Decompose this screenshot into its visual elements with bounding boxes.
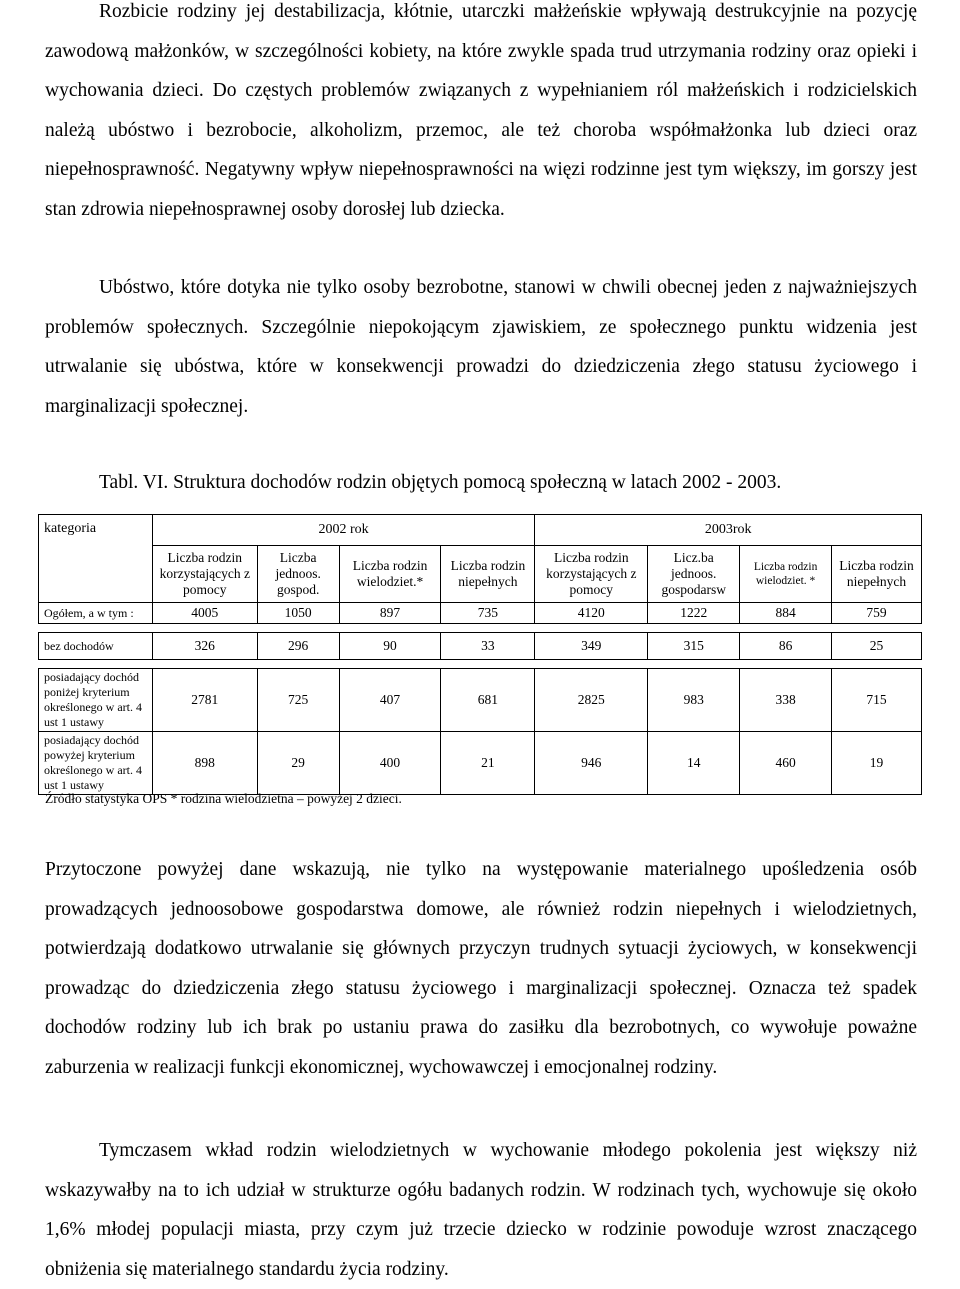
- table-cell: 296: [257, 633, 339, 660]
- col-header: Liczba rodzin wielodziet. *: [740, 546, 832, 603]
- paragraph-poverty: Ubóstwo, które dotyka nie tylko osoby bezrobotne, stanowi w chwili obecnej jeden z najważniejszych problemów społecznych. Szczególnie niepokojącym zjawiskiem, ze społecznego punktu widzenia jest utrwalanie się ubóstwa, które w konsekwencji prowadzi do dziedziczenia złego statusu życiowego i marginalizacji społecznej.: [45, 277, 917, 417]
- table-cell: 759: [832, 603, 922, 624]
- table-cell: 315: [648, 633, 740, 660]
- income-structure-table: [38, 514, 922, 795]
- table-cell: 897: [339, 603, 441, 624]
- row-label: bez dochodów: [39, 633, 153, 660]
- table-cell: 898: [152, 732, 257, 795]
- table-cell: 715: [832, 669, 922, 732]
- table-source-note: Źródło statystyka OPS * rodzina wielodzietna – powyżej 2 dzieci.: [45, 791, 402, 806]
- col-header: Liczba rodzin niepełnych: [832, 546, 922, 603]
- table-cell: 407: [339, 669, 441, 732]
- paragraph-family-breakdown: Rozbicie rodziny jej destabilizacja, kłótnie, utarczki małżeńskie wpływają destrukcyjnie na pozycję zawodową małżonków, w szczególności kobiety, na które zwykle spada trud utrzymania rodziny oraz opieki i wychowania dzieci. Do częstych problemów związanych z wypełnianiem ról małżeńskich i rodzicielskich należą ubóstwo i bezrobocie, alkoholizm, przemoc, ale też choroba współmałżonka lub dzieci oraz niepełnosprawność. Negatywny wpływ niepełnosprawności na więzi rodzinne jest tym większy, im gorszy jest stan zdrowia niepełnosprawnej osoby dorosłej lub dziecka.: [45, 1, 917, 220]
- paragraph-large-families: Tymczasem wkład rodzin wielodzietnych w wychowanie młodego pokolenia jest większy niż wskazywałby na to ich udział w strukturze ogółu badanych rodzin. W rodzinach tych, wychowuje się około 1,6% młodej populacji miasta, przy czym już trzecie dziecko w rodzinie powoduje wzrost znaczącego obniżenia się materialnego standardu życia rodziny.: [45, 1140, 917, 1280]
- table-cell: 460: [740, 732, 832, 795]
- header-year-2003: 2003rok: [535, 515, 922, 546]
- table-cell: 29: [257, 732, 339, 795]
- row-spacer: [39, 660, 922, 669]
- table-cell: 4005: [152, 603, 257, 624]
- row-label: Ogółem, a w tym :: [39, 603, 153, 624]
- table-cell: 25: [832, 633, 922, 660]
- col-header: Liczba jednoos. gospod.: [257, 546, 339, 603]
- table-cell: 2781: [152, 669, 257, 732]
- table-cell: 21: [441, 732, 535, 795]
- paragraph-conclusions: Przytoczone powyżej dane wskazują, nie tylko na występowanie materialnego upośledzenia osób prowadzących jednoosobowe gospodarstwa domowe, ale również rodzin niepełnych i wielodzietnych, potwierdzają dodatkowo utrwalanie się głównych przyczyn trudnych sytuacji życiowych, w konsekwencji prowadząc do dziedziczenia złego statusu życiowego i marginalizacji społecznej. Oznacza też spadek dochodów rodziny lub ich brak po ustaniu prawa do zasiłku dla bezrobotnych, co wywołuje poważne zaburzenia w realizacji funkcji ekonomicznej, wychowawczej i emocjonalnej rodziny.: [45, 859, 917, 1078]
- table-cell: 33: [441, 633, 535, 660]
- table-cell: 1222: [648, 603, 740, 624]
- table-cell: 19: [832, 732, 922, 795]
- col-header: Liczba rodzin niepełnych: [441, 546, 535, 603]
- table-title: Tabl. VI. Struktura dochodów rodzin objętych pomocą społeczną w latach 2002 - 2003.: [99, 472, 782, 493]
- table-cell: 86: [740, 633, 832, 660]
- table-cell: 735: [441, 603, 535, 624]
- header-year-2002: 2002 rok: [152, 515, 535, 546]
- table-cell: 2825: [535, 669, 648, 732]
- row-spacer: [39, 624, 922, 633]
- table-cell: 338: [740, 669, 832, 732]
- table-cell: 1050: [257, 603, 339, 624]
- table-cell: 4120: [535, 603, 648, 624]
- table-cell: 349: [535, 633, 648, 660]
- table-cell: 14: [648, 732, 740, 795]
- table-cell: 681: [441, 669, 535, 732]
- table-row: [39, 732, 922, 795]
- row-label: posiadający dochód poniżej kryterium określonego w art. 4 ust 1 ustawy: [39, 669, 153, 732]
- table-row: [39, 603, 922, 624]
- table-row: [39, 633, 922, 660]
- table-cell: 884: [740, 603, 832, 624]
- col-header: Liczba rodzin wielodziet.*: [339, 546, 441, 603]
- table-cell: 400: [339, 732, 441, 795]
- col-header: Licz.ba jednoos. gospodarsw: [648, 546, 740, 603]
- row-label: posiadający dochód powyżej kryterium określonego w art. 4 ust 1 ustawy: [39, 732, 153, 795]
- table-cell: 983: [648, 669, 740, 732]
- header-kategoria: kategoria: [39, 515, 153, 603]
- table-cell: 725: [257, 669, 339, 732]
- table-cell: 326: [152, 633, 257, 660]
- table-row: [39, 669, 922, 732]
- table-cell: 946: [535, 732, 648, 795]
- table-cell: 90: [339, 633, 441, 660]
- col-header: Liczba rodzin korzystających z pomocy: [535, 546, 648, 603]
- col-header: Liczba rodzin korzystających z pomocy: [152, 546, 257, 603]
